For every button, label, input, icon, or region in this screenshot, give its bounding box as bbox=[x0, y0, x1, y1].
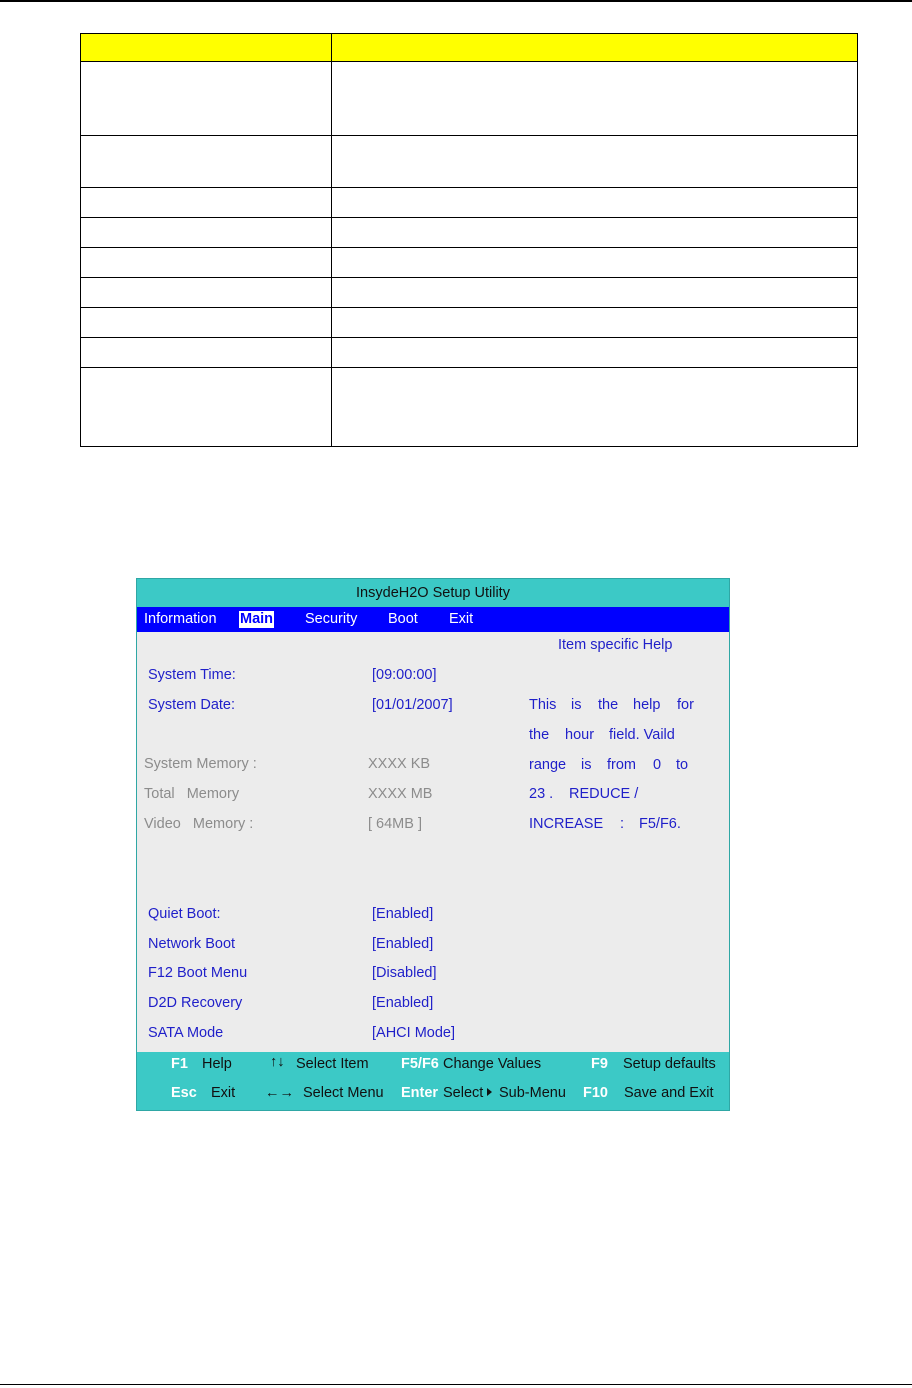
enter-key: Enter bbox=[401, 1085, 439, 1101]
system-time-label: System Time: bbox=[148, 667, 236, 683]
table-row bbox=[81, 338, 858, 368]
table-row bbox=[81, 62, 858, 136]
page-bottom-rule bbox=[0, 1384, 912, 1385]
table-row bbox=[81, 188, 858, 218]
esc-key: Esc bbox=[171, 1085, 197, 1101]
d2d-recovery-label: D2D Recovery bbox=[148, 995, 243, 1011]
menu-boot[interactable]: Boot bbox=[388, 611, 418, 627]
sata-mode-label: SATA Mode bbox=[148, 1025, 224, 1041]
f12-boot-menu-value[interactable]: [Disabled] bbox=[372, 965, 437, 981]
menu-security[interactable]: Security bbox=[305, 611, 358, 627]
system-time-value[interactable]: [09:00:00] bbox=[372, 667, 437, 683]
f1-key: F1 bbox=[171, 1056, 188, 1072]
bios-menu-bar bbox=[137, 607, 729, 632]
menu-main[interactable]: Main bbox=[240, 611, 274, 627]
system-memory-value: XXXX KB bbox=[368, 756, 431, 772]
left-right-arrows-icon: ←→ bbox=[265, 1085, 294, 1101]
bios-title: InsydeH2O Setup Utility bbox=[137, 579, 729, 607]
up-down-arrows-icon: ↑↓ bbox=[270, 1054, 285, 1070]
setup-defaults-label: Setup defaults bbox=[623, 1056, 716, 1072]
table-row bbox=[81, 368, 858, 447]
f12-boot-menu-label: F12 Boot Menu bbox=[148, 965, 248, 981]
submenu-arrow-icon bbox=[484, 1085, 495, 1101]
table-row bbox=[81, 136, 858, 188]
table-row bbox=[81, 218, 858, 248]
video-memory-label: Video Memory : bbox=[144, 816, 254, 832]
table-row bbox=[81, 248, 858, 278]
network-boot-value[interactable]: [Enabled] bbox=[372, 936, 434, 952]
page-top-rule bbox=[0, 0, 912, 2]
submenu-label: Sub-Menu bbox=[499, 1085, 566, 1101]
table-header-cell bbox=[332, 34, 858, 62]
d2d-recovery-value[interactable]: [Enabled] bbox=[372, 995, 434, 1011]
parameter-table bbox=[80, 33, 858, 447]
help-title: Item specific Help bbox=[558, 637, 673, 653]
table-row bbox=[81, 278, 858, 308]
network-boot-label: Network Boot bbox=[148, 936, 236, 952]
save-and-exit-label: Save and Exit bbox=[624, 1085, 714, 1101]
select-label: Select bbox=[443, 1085, 484, 1101]
quiet-boot-value[interactable]: [Enabled] bbox=[372, 906, 434, 922]
total-memory-label: Total Memory bbox=[144, 786, 240, 802]
table-row bbox=[81, 308, 858, 338]
sata-mode-value[interactable]: [AHCI Mode] bbox=[372, 1025, 455, 1041]
system-date-value[interactable]: [01/01/2007] bbox=[372, 697, 453, 713]
f10-key: F10 bbox=[583, 1085, 608, 1101]
f5f6-key: F5/F6 bbox=[401, 1056, 439, 1072]
menu-information[interactable]: Information bbox=[144, 611, 217, 627]
change-values-label: Change Values bbox=[443, 1056, 542, 1072]
total-memory-value: XXXX MB bbox=[368, 786, 433, 802]
system-date-label: System Date: bbox=[148, 697, 236, 713]
bios-status-bar bbox=[137, 1052, 729, 1111]
table-header-cell bbox=[81, 34, 332, 62]
table-header-row bbox=[81, 34, 858, 62]
f1-help-label: Help bbox=[202, 1056, 232, 1072]
f9-key: F9 bbox=[591, 1056, 608, 1072]
esc-exit-label: Exit bbox=[211, 1085, 236, 1101]
menu-exit[interactable]: Exit bbox=[449, 611, 474, 627]
system-memory-label: System Memory : bbox=[144, 756, 257, 772]
select-menu-label: Select Menu bbox=[303, 1085, 384, 1101]
quiet-boot-label: Quiet Boot: bbox=[148, 906, 221, 922]
bios-setup-screen: InsydeH2O Setup Utility Information Main Security Boot Exit Item specific Help System Time: [09:00:00] System Date: [01/01/2007] System Memory : XXXX KB Total Memory XXXX MB Video Memory : [ 64MB ] Quiet Boot: [Enabled] Network Boot [Enabled] F12 Boot Menu [Disabled] D2D Recovery [Enabled] SATA Mode [AHCI Mode] This is the help for the hour field. Vaild range is from 0 to 23 . REDUCE / INCREASE : F5/F6. F1 Help ↑↓ Select Item F5/F6 Change Values F9 Setup defaults Esc Exit ←→ Select Menu Enter Select Sub-Menu F10 Save and Exit bbox=[136, 578, 730, 1111]
select-item-label: Select Item bbox=[296, 1056, 369, 1072]
video-memory-value: [ 64MB ] bbox=[368, 816, 422, 832]
